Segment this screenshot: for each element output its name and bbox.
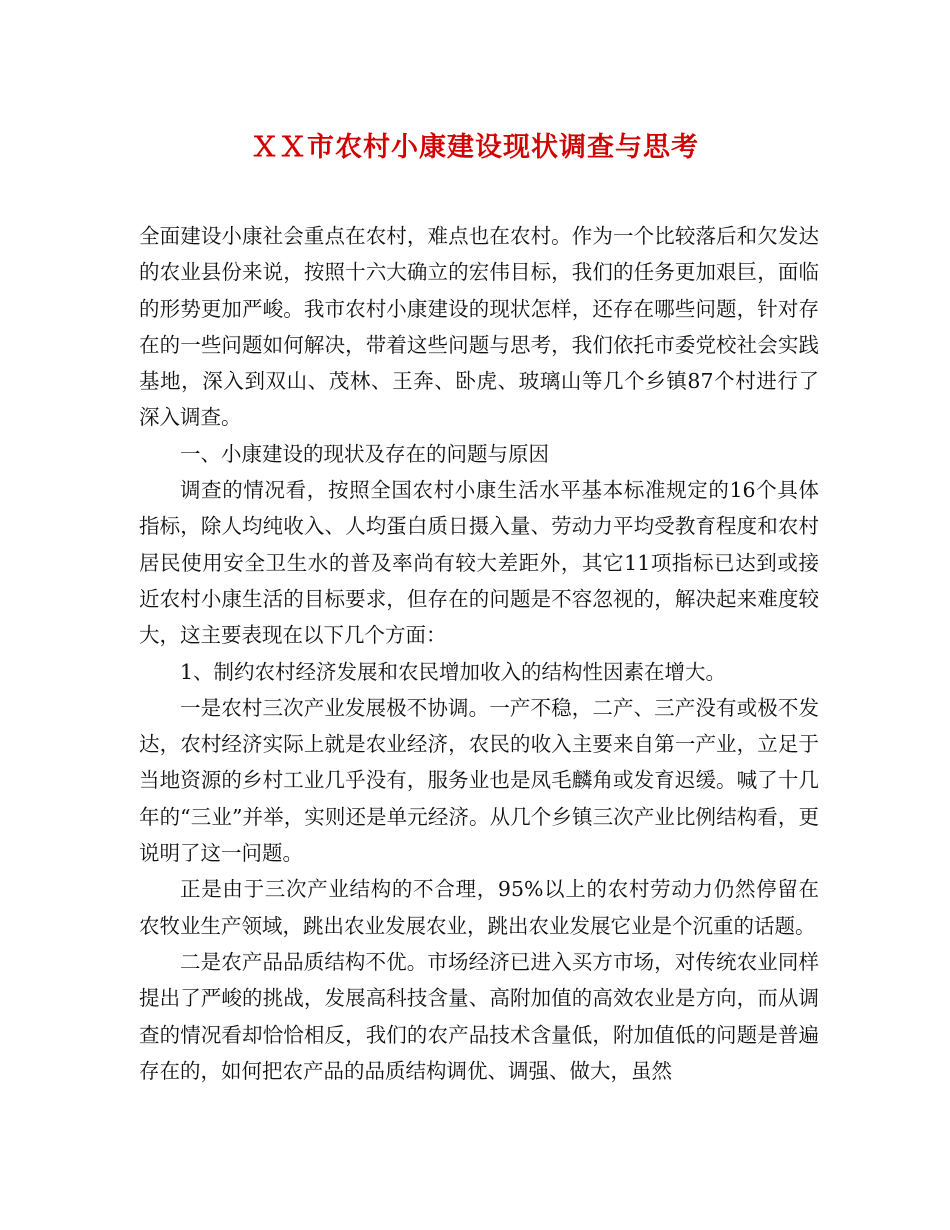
paragraph-intro: 全面建设小康社会重点在农村，难点也在农村。作为一个比较落后和欠发达的农业县份来说，按照十六大确立的宏伟目标，我们的任务更加艰巨，面临的形势更加严峻。我市农村小康建设的现状怎样，还存在哪些问题，针对存在的一些问题如何解决，带着这些问题与思考，我们依托市委党校社会实践基地，深入到双山、茂林、王奔、卧虎、玻璃山等几个乡镇87个村进行了深入调查。 <box>139 224 819 430</box>
section-heading-1: 一、小康建设的现状及存在的问题与原因 <box>180 441 549 466</box>
paragraph-labor: 正是由于三次产业结构的不合理，95%以上的农村劳动力仍然停留在农牧业生产领域，跳出农业发展农业，跳出农业发展它业是个沉重的话题。 <box>139 877 819 938</box>
paragraph-industry: 一是农村三次产业发展极不协调。一产不稳，二产、三产没有或极不发达，农村经济实际上就是农业经济，农民的收入主要来自第一产业，立足于当地资源的乡村工业几乎没有，服务业也是凤毛麟角或发育迟缓。喊了十几年的“三业”并举，实则还是单元经济。从几个乡镇三次产业比例结构看，更说明了这一问题。 <box>139 695 819 866</box>
paragraph-survey: 调查的情况看，按照全国农村小康生活水平基本标准规定的16个具体指标，除人均纯收入、人均蛋白质日摄入量、劳动力平均受教育程度和农村居民使用安全卫生水的普及率尚有较大差距外，其它11项指标已达到或接近农村小康生活的目标要求，但存在的问题是不容忽视的，解决起来难度较大，这主要表现在以下几个方面： <box>139 478 819 648</box>
document-title: ＸＸ市农村小康建设现状调查与思考 <box>251 132 699 163</box>
document-body <box>139 218 819 1089</box>
paragraph-quality: 二是农产品品质结构不优。市场经济已进入买方市场，对传统农业同样提出了严峻的挑战，发展高科技含量、高附加值的高效农业是方向，而从调查的情况看却恰恰相反，我们的农产品技术含量低，附加值低的问题是普遍存在的，如何把农产品的品质结构调优、调强、做大，虽然 <box>139 949 819 1083</box>
subheading-1: 1、制约农村经济发展和农民增加收入的结构性因素在增大。 <box>180 659 727 684</box>
